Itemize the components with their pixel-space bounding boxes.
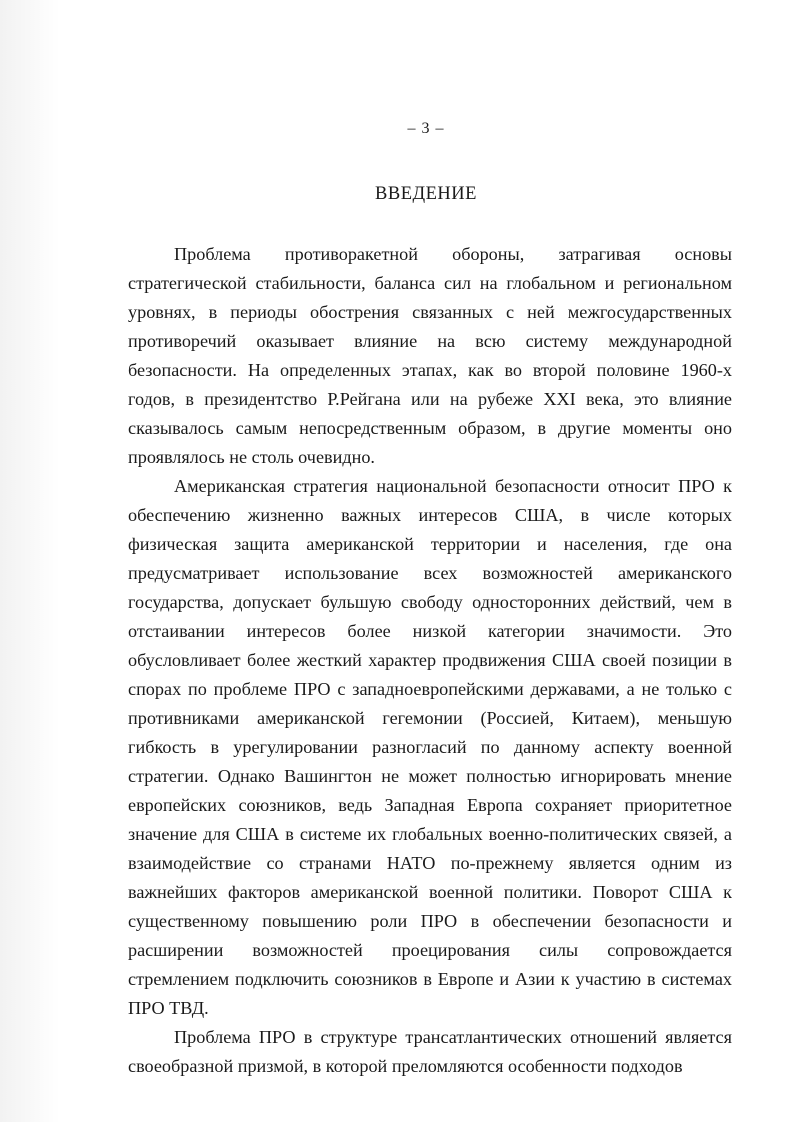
scan-edge-shade [0, 0, 60, 1122]
paragraph-3: Проблема ПРО в структуре трансатлантических отношений является своеобразной призмой, в которой преломляются особенности подходов [128, 1027, 732, 1076]
paragraph-1: Проблема противоракетной обороны, затрагивая основы стратегической стабильности, баланса сил на глобальном и региональном уровнях, в периоды обострения связанных с ней межгосударственных противоречий оказывает влияние на всю систему международной безопасности. На определенных этапах, как во второй половине 1960-х годов, в президентство Р.Рейгана или на рубеже XXI века, это влияние сказывалось самым непосредственным образом, в другие моменты оно проявлялось не столь очевидно. [128, 244, 732, 467]
page-number: – 3 – [407, 120, 445, 137]
paragraph-2: Американская стратегия национальной безопасности относит ПРО к обеспечению жизненно важных интересов США, в числе которых физическая защита американской территории и населения, где она предусматривает использование всех возможностей американского государства, допускает бульшую свободу односторонних действий, чем в отстаивании интересов более низкой категории значимости. Это обусловливает более жесткий характер продвижения США своей позиции в спорах по проблеме ПРО с западноевропейскими державами, а не только с противниками американской гегемонии (Россией, Китаем), меньшую гибкость в урегулировании разногласий по данному аспекту военной стратегии. Однако Вашингтон не может полностью игнорировать мнение европейских союзников, ведь Западная Европа сохраняет приоритетное значение для США в системе их глобальных военно-политических связей, а взаимодействие со странами НАТО по-прежнему является одним из важнейших факторов американской военной политики. Поворот США к существенному повышению роли ПРО в обеспечении безопасности и расширении возможностей проецирования силы сопровождается стремлением подключить союзников в Европе и Азии к участию в системах ПРО ТВД. [128, 476, 732, 1018]
section-title: ВВЕДЕНИЕ [375, 184, 477, 204]
body-text [128, 240, 732, 1081]
